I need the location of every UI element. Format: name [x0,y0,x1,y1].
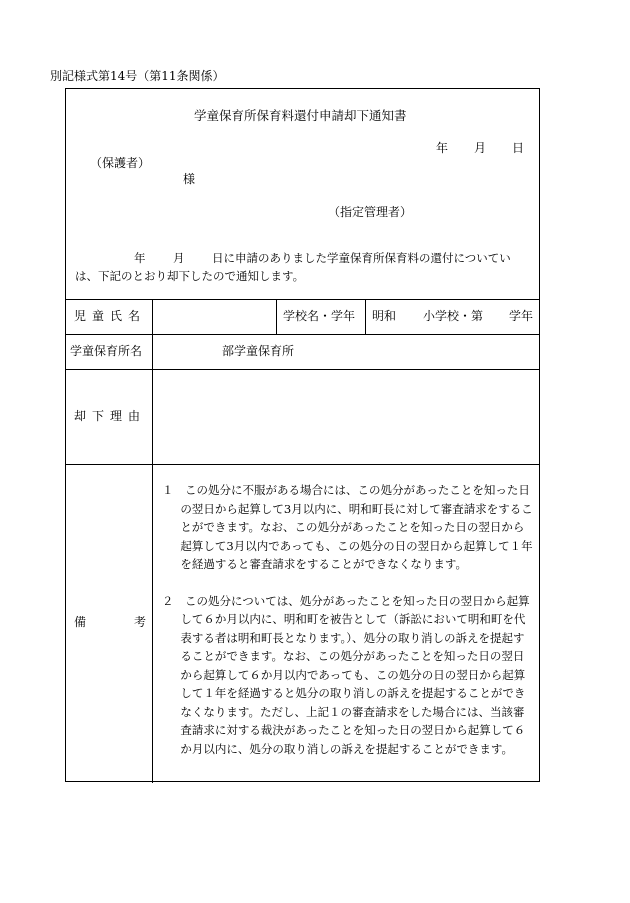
sama-honorific: 様 [183,172,196,186]
remarks-item-2: ２ この処分については、処分があったことを知った日の翌日から起算して６か月以内に、明和町を被告として（訴訟において明和町を代表する者は明和町長となります。）、処分の取り消しの訴えを提起することができます。なお、この処分があったことを知った日の翌日から起算して６か月以内であっても、この処分の日の翌日から起算して１年を経過すると処分の取り消しの訴えを提起することができなくなります。ただし、上記１の審査請求をした場合には、当該審査請求に対する裁決があったことを知った日の翌日から起算して６か月以内に、処分の取り消しの訴えを提起することができます。 [162,593,530,756]
form-title: 学童保育所保育料還付申請却下通知書 [194,108,407,123]
school-prefix: 明和 [372,309,397,323]
remarks-item-1: １ この処分に不服がある場合には、この処分があったことを知った日の翌日から起算して3月以内に、明和町長に対して審査請求をすることができます。なお、この処分があったことを知った日の翌日から起算して3月以内であっても、この処分の日の翌日から起算して１年を経過すると審査請求をすることができなくなります。 [162,483,533,571]
facility-value: 部学童保育所 [222,344,295,358]
school-grade-label: 学校名・学年 [283,309,356,323]
intro-text-line1: 日に申請のありました学童保育所保育料の還付についてい [212,251,511,265]
manager-label: （指定管理者） [328,205,413,219]
col-divider-right [365,299,366,334]
form-number-label: 別記様式第14号（第11条関係） [50,69,225,83]
remarks-body [162,481,534,776]
grade-suffix: 学年 [509,309,534,323]
intro-text-line2: は、下記のとおり却下したので通知します。 [75,269,305,283]
remarks-label-b: 考 [134,615,147,629]
rule-facility [66,369,539,370]
guardian-label: （保護者） [90,156,151,170]
facility-label: 学童保育所名 [70,344,143,358]
rule-reason [66,464,539,465]
remarks-label-a: 備 [74,615,87,629]
notice-form [65,88,540,782]
school-suffix: 小学校・第 [423,309,484,323]
child-name-label: 児童氏名 [74,309,147,323]
date-month: 月 [474,141,487,155]
date-day: 日 [512,141,525,155]
intro-year: 年 [134,251,146,265]
rule-child [66,334,539,335]
reason-label: 却下理由 [74,409,147,423]
col-divider-left [152,299,153,783]
intro-month: 月 [173,251,185,265]
rule-top [66,299,539,300]
date-year: 年 [436,141,449,155]
col-divider-mid [276,299,277,334]
